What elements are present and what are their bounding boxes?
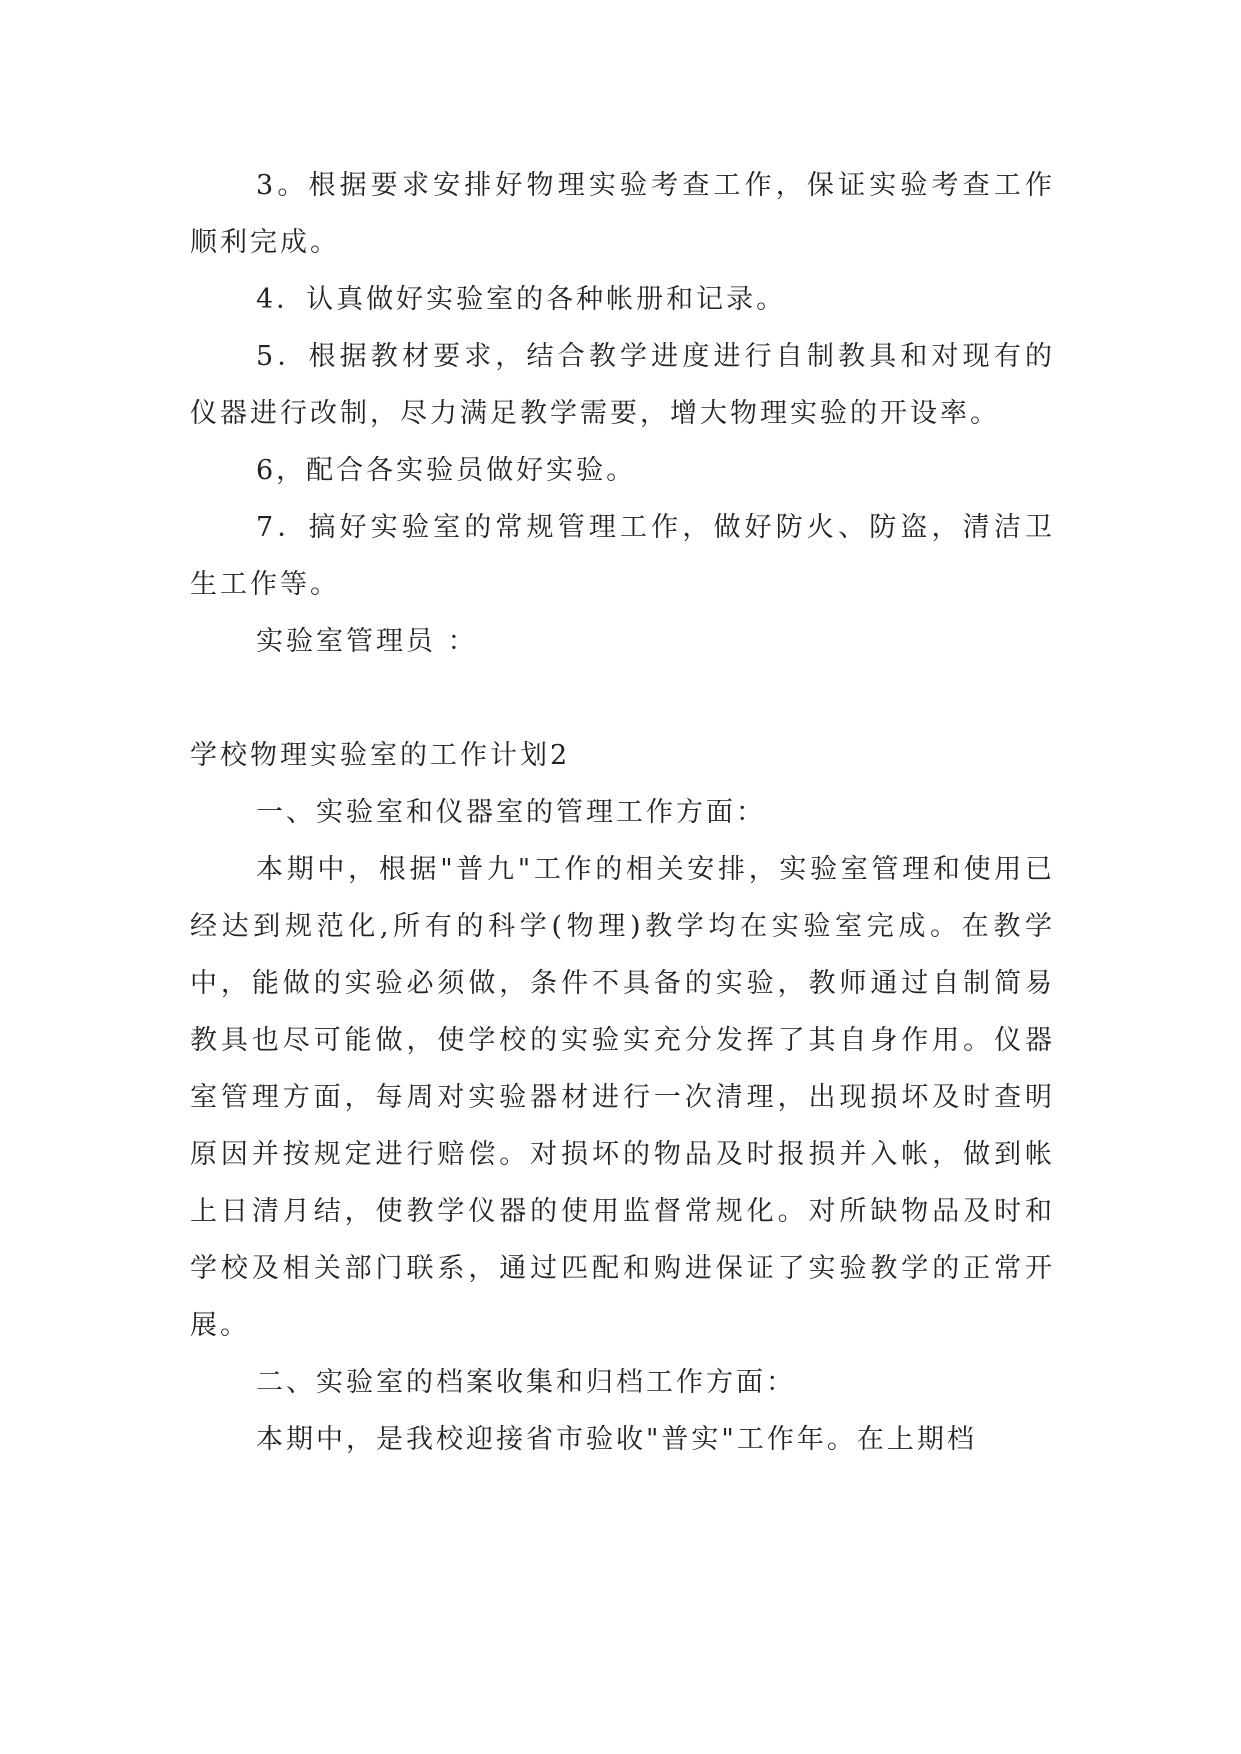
section-heading-2: 二、实验室的档案收集和归档工作方面： <box>256 1367 796 1398</box>
paragraph-item-4: 4．认真做好实验室的各种帐册和记录。 <box>256 284 787 315</box>
paragraph-item-3: 3。根据要求安排好物理实验考查工作，保证实验考查工作顺利完成。 <box>190 170 1055 258</box>
paragraph-item-5: 5．根据教材要求，结合教学进度进行自制教具和对现有的仪器进行改制，尽力满足教学需要，增大物理实验的开设率。 <box>190 341 1055 429</box>
section-title: 学校物理实验室的工作计划2 <box>190 740 571 771</box>
section-body-1: 本期中，根据"普九"工作的相关安排，实验室管理和使用已经达到规范化,所有的科学(物理)教学均在实验室完成。在教学中，能做的实验必须做，条件不具备的实验，教师通过自制简易教具也尽可能做，使学校的实验实充分发挥了其自身作用。仪器室管理方面，每周对实验器材进行一次清理，出现损坏及时查明原因并按规定进行赔偿。对损坏的物品及时报损并入帐，做到帐上日清月结，使教学仪器的使用监督常规化。对所缺物品及时和学校及相关部门联系，通过匹配和购进保证了实验教学的正常开展。 <box>190 854 1055 1341</box>
document-page <box>190 157 1055 1468</box>
paragraph-item-6: 6，配合各实验员做好实验。 <box>256 455 637 486</box>
paragraph-item-7: 7．搞好实验室的常规管理工作，做好防火、防盗，清洁卫生工作等。 <box>190 512 1055 600</box>
signature-line: 实验室管理员 ： <box>256 626 478 657</box>
section-body-2: 本期中，是我校迎接省市验收"普实"工作年。在上期档 <box>256 1424 977 1455</box>
section-heading-1: 一、实验室和仪器室的管理工作方面： <box>256 797 766 828</box>
